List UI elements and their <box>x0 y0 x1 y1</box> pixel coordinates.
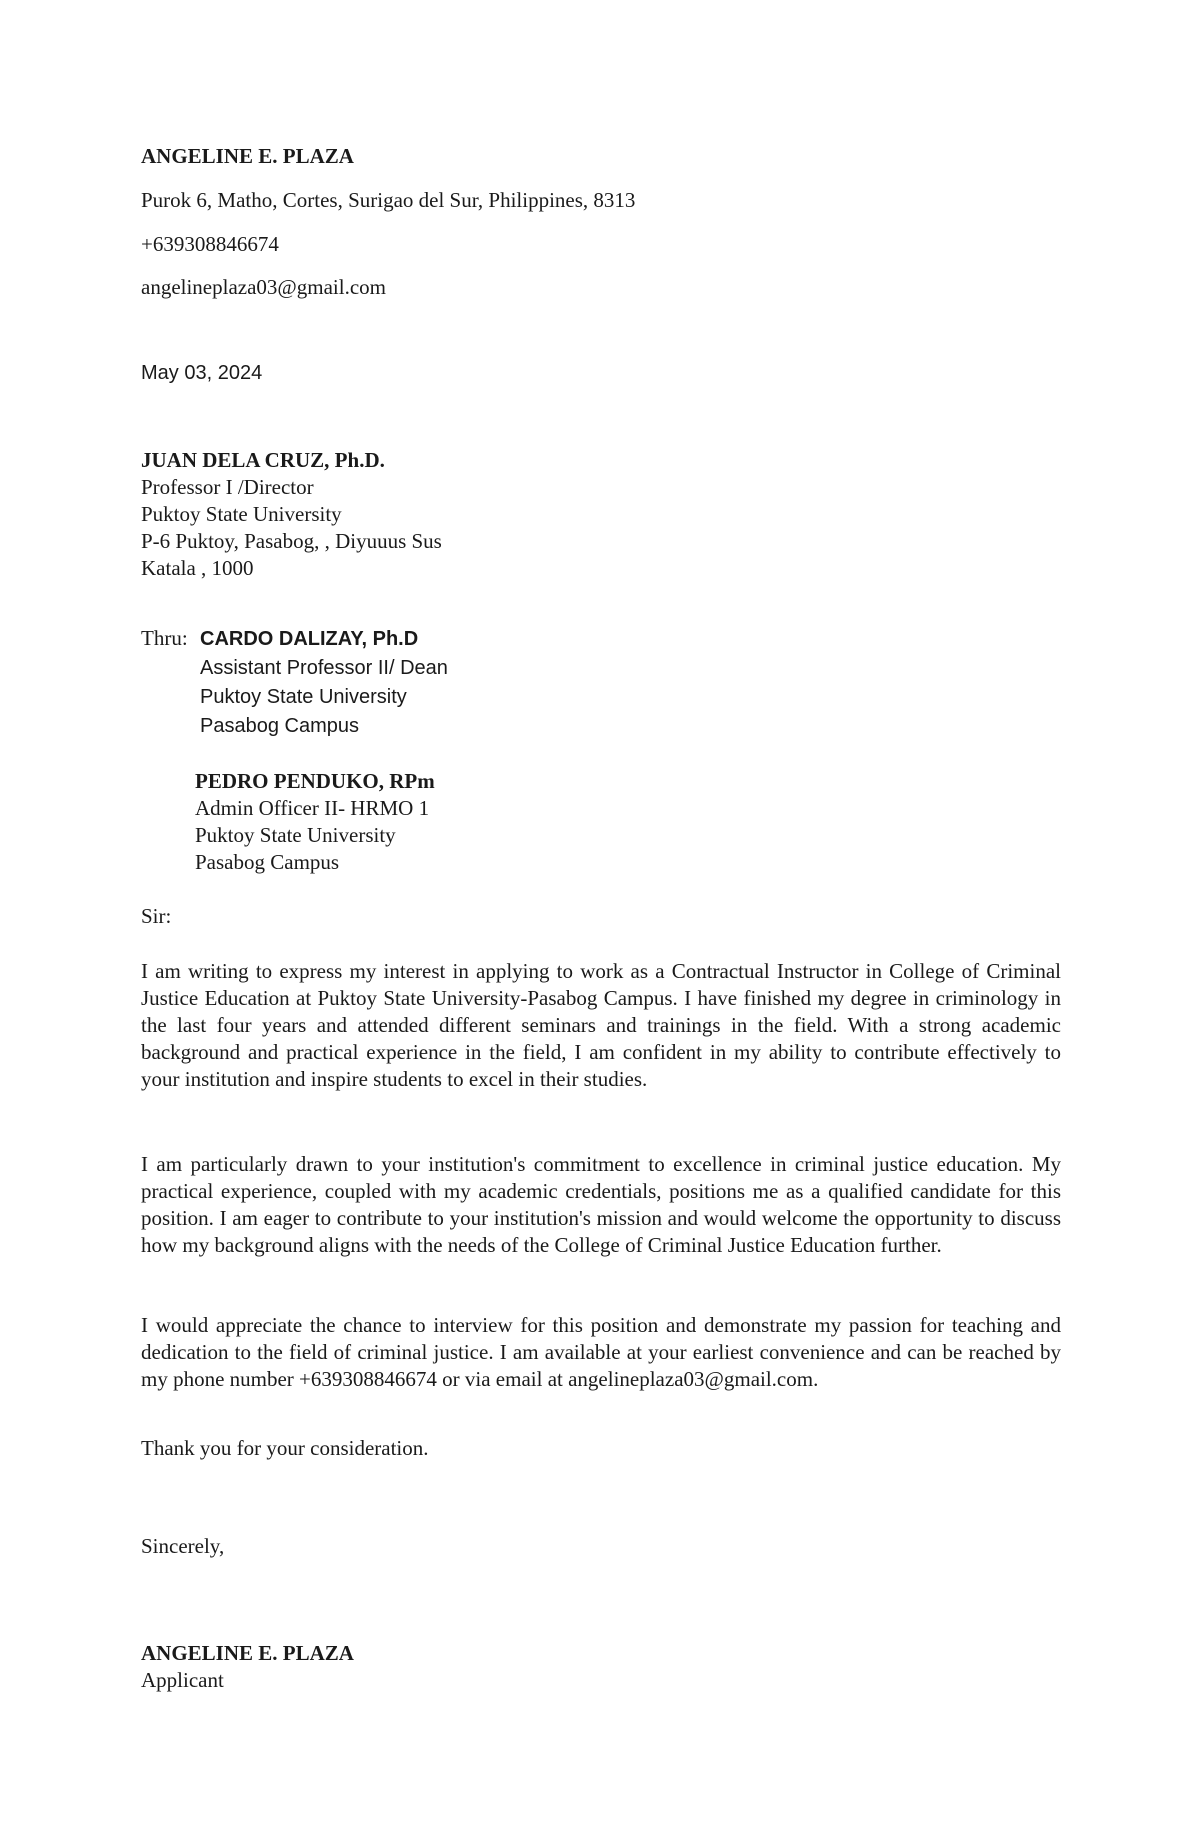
signatory-name: ANGELINE E. PLAZA <box>141 1641 354 1665</box>
thru-first-institution: Puktoy State University <box>200 686 407 708</box>
recipient-title: Professor I /Director <box>141 475 314 499</box>
sender-phone: +639308846674 <box>141 232 279 256</box>
recipient-address-line2: Katala , 1000 <box>141 556 254 580</box>
valediction: Sincerely, <box>141 1534 225 1558</box>
sender-email: angelineplaza03@gmail.com <box>141 275 386 299</box>
thru-second-campus: Pasabog Campus <box>195 850 340 874</box>
thru-first-block <box>200 625 448 741</box>
thru-second-block <box>195 768 435 876</box>
salutation: Sir: <box>141 904 172 928</box>
sender-name: ANGELINE E. PLAZA <box>141 144 354 168</box>
recipient-name: JUAN DELA CRUZ, Ph.D. <box>141 448 385 472</box>
thru-label: Thru: <box>141 626 188 650</box>
letter-date: May 03, 2024 <box>141 362 263 384</box>
sender-address: Purok 6, Matho, Cortes, Surigao del Sur, Philippines, 8313 <box>141 188 636 212</box>
thru-first-name: CARDO DALIZAY, Ph.D <box>200 628 419 650</box>
thanks-line: Thank you for your consideration. <box>141 1436 429 1460</box>
thru-second-title: Admin Officer II- HRMO 1 <box>195 796 430 820</box>
thru-second-institution: Puktoy State University <box>195 823 396 847</box>
body-paragraph-2: I am particularly drawn to your institution's commitment to excellence in criminal justice education. My practical experience, coupled with my academic credentials, positions me as a qualified candidate for this position. I am eager to contribute to your institution's mission and would welcome the opportunity to discuss how my background aligns with the needs of the College of Criminal Justice Education further. <box>141 1152 1061 1257</box>
recipient-block <box>141 447 442 582</box>
thru-first-campus: Pasabog Campus <box>200 715 359 737</box>
body-paragraph-1: I am writing to express my interest in applying to work as a Contractual Instructor in College of Criminal Justice Education at Puktoy State University-Pasabog Campus. I have finished my degree in criminology in the last four years and attended different seminars and trainings in the field. With a strong academic background and practical experience in the field, I am confident in my ability to contribute effectively to your institution and inspire students to excel in their studies. <box>141 959 1061 1091</box>
recipient-institution: Puktoy State University <box>141 502 342 526</box>
thru-second-name: PEDRO PENDUKO, RPm <box>195 769 435 793</box>
thru-first-title: Assistant Professor II/ Dean <box>200 657 448 679</box>
body-paragraph-3: I would appreciate the chance to interview for this position and demonstrate my passion for teaching and dedication to the field of criminal justice. I am available at your earliest convenience and can be reached by my phone number +639308846674 or via email at angelineplaza03@gmail.com. <box>141 1313 1061 1391</box>
signature-block <box>141 1640 354 1694</box>
recipient-address-line1: P-6 Puktoy, Pasabog, , Diyuuus Sus <box>141 529 442 553</box>
signatory-role: Applicant <box>141 1668 224 1692</box>
